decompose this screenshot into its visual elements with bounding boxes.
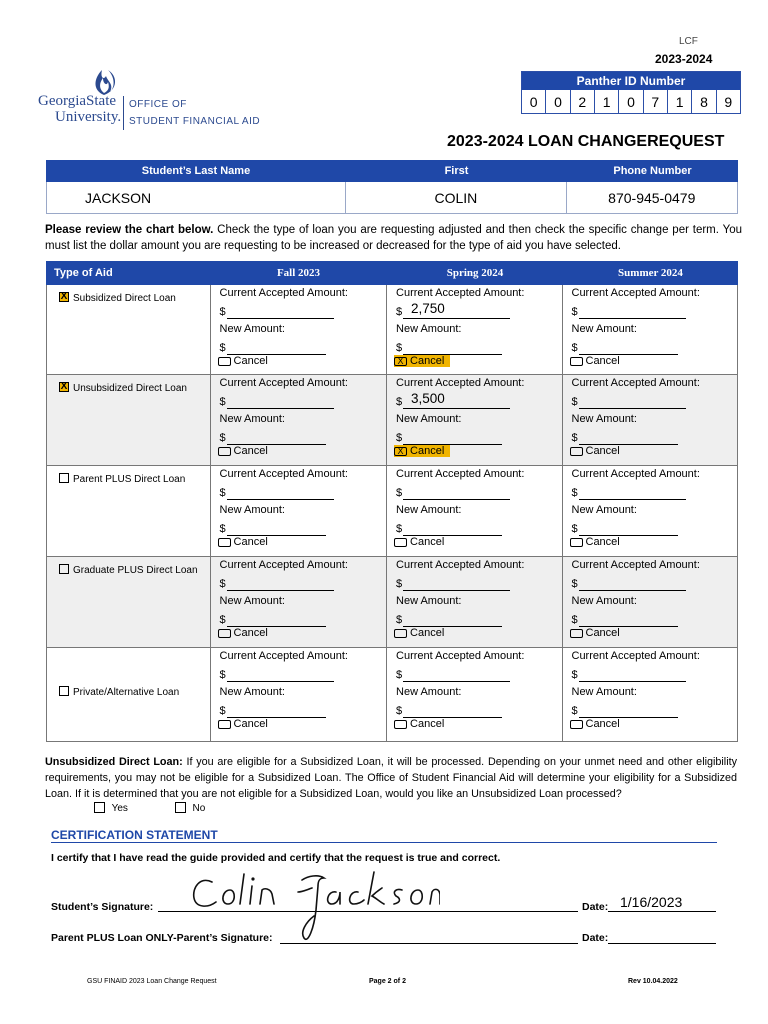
certification-title: CERTIFICATION STATEMENT (51, 828, 218, 842)
amount-cell (387, 375, 562, 465)
form-title: 2023-2024 LOAN CHANGEREQUEST (447, 133, 725, 150)
yes-no-options (94, 803, 205, 814)
unsub-note-text: If you are eligible for a Subsidized Loan, it will be processed. Depending on your unmet need and other eligibility requirements, you may not be eligible for a Subsidized Loan. The Office of Student Financial Aid will determine your eligibility for a Subsidized Loan. If it is determined that you are not eligible for a Subsidized Loan, would you like an Unsubsidized Loan processed? (45, 756, 737, 800)
yes-label: Yes (111, 803, 128, 815)
cancel-label: Cancel (410, 536, 445, 548)
fall-header: Fall 2023 (276, 267, 321, 279)
parent-date-line[interactable] (608, 943, 716, 944)
cancel-option[interactable] (570, 536, 620, 548)
cancel-label: Cancel (233, 536, 268, 548)
dollar-sign: $ (571, 669, 578, 681)
cancel-option[interactable] (218, 445, 268, 457)
aid-row (46, 466, 738, 557)
student-info-values (46, 182, 738, 214)
logo-divider (123, 96, 124, 130)
current-amount-field[interactable] (227, 499, 334, 500)
aid-rows (46, 285, 738, 742)
cancel-option[interactable] (394, 627, 444, 639)
unsubsidized-note (45, 754, 737, 802)
dollar-sign: $ (396, 306, 403, 318)
current-amount-label: Current Accepted Amount: (396, 650, 525, 662)
amount-cell (211, 466, 387, 556)
cancel-checkbox[interactable] (218, 629, 231, 638)
aid-type-label: Private/Alternative Loan (73, 687, 180, 698)
cancel-checkbox[interactable] (570, 629, 583, 638)
new-amount-label: New Amount: (396, 413, 462, 425)
dollar-sign: $ (219, 578, 226, 590)
panther-id-label: Panther ID Number (522, 72, 740, 90)
aid-table-header (46, 261, 738, 285)
phone-field[interactable]: 870-945-0479 (608, 190, 696, 206)
parent-signature-line[interactable] (280, 943, 578, 944)
footer-page-number: Page 2 of 2 (369, 978, 406, 985)
amount-cell (211, 557, 387, 647)
current-amount-field[interactable] (403, 318, 510, 319)
cancel-option[interactable] (218, 536, 268, 548)
current-amount-label: Current Accepted Amount: (219, 650, 348, 662)
current-amount-field[interactable] (403, 408, 510, 409)
new-amount-label: New Amount: (571, 504, 637, 516)
current-amount-field[interactable] (579, 590, 686, 591)
current-amount-label: Current Accepted Amount: (571, 468, 700, 480)
date-value[interactable]: 1/16/2023 (620, 894, 683, 910)
dollar-sign: $ (219, 342, 226, 354)
footer-form-name: GSU FINAID 2023 Loan Change Request (87, 978, 217, 985)
dollar-sign: $ (219, 306, 226, 318)
cancel-checkbox[interactable] (394, 720, 407, 729)
current-amount-label: Current Accepted Amount: (219, 559, 348, 571)
current-amount-label: Current Accepted Amount: (571, 377, 700, 389)
dollar-sign: $ (219, 487, 226, 499)
new-amount-label: New Amount: (219, 504, 285, 516)
amount-cell (387, 648, 562, 741)
cancel-checkbox[interactable]: X (394, 447, 407, 456)
panther-id-digit: 1 (595, 90, 619, 114)
current-amount-field[interactable] (403, 681, 510, 682)
current-amount-field[interactable] (227, 590, 334, 591)
panther-id-digit: 9 (724, 94, 733, 110)
phone-header: Phone Number (613, 165, 692, 177)
last-name-header: Student’s Last Name (141, 165, 251, 177)
new-amount-label: New Amount: (396, 323, 462, 335)
amount-cell (211, 375, 387, 465)
cancel-checkbox[interactable] (570, 538, 583, 547)
spring-header: Spring 2024 (446, 267, 504, 279)
cancel-option[interactable] (394, 718, 444, 730)
current-amount-field[interactable] (579, 681, 686, 682)
new-amount-label: New Amount: (219, 595, 285, 607)
dollar-sign: $ (396, 523, 403, 535)
certification-text: I certify that I have read the guide provided and certify that the request is true and correct. (51, 852, 501, 864)
current-amount-field[interactable] (227, 318, 334, 319)
dollar-sign: $ (219, 669, 226, 681)
cancel-option[interactable] (570, 355, 620, 367)
cancel-option[interactable] (394, 355, 450, 367)
cancel-checkbox[interactable] (218, 357, 231, 366)
amount-cell (387, 285, 562, 374)
cancel-option[interactable] (394, 445, 450, 457)
new-amount-label: New Amount: (219, 413, 285, 425)
student-signature-label: Student’s Signature: (51, 901, 154, 913)
new-amount-label: New Amount: (571, 323, 637, 335)
current-amount-field[interactable] (403, 590, 510, 591)
current-amount-label: Current Accepted Amount: (571, 287, 700, 299)
dollar-sign: $ (396, 432, 403, 444)
instructions-text: Check the type of loan you are requesting adjusted and then check the specific change per term. You must list the dollar amount you are requesting to be increased or decreased for the type of aid you have selected. (45, 224, 742, 252)
current-amount-label: Current Accepted Amount: (396, 287, 525, 299)
summer-header: Summer 2024 (618, 267, 683, 279)
last-name-field[interactable]: JACKSON (47, 182, 346, 213)
amount-cell (563, 466, 737, 556)
cancel-option[interactable] (570, 627, 620, 639)
cancel-option[interactable] (218, 627, 268, 639)
student-info-table (46, 160, 738, 214)
current-amount-field[interactable] (579, 499, 686, 500)
current-amount-label: Current Accepted Amount: (571, 559, 700, 571)
dollar-sign: $ (396, 487, 403, 499)
cancel-option[interactable] (218, 718, 268, 730)
aid-row (46, 285, 738, 375)
dollar-sign: $ (571, 614, 578, 626)
logo-name-line2: University. (55, 109, 122, 125)
cancel-checkbox[interactable] (570, 447, 583, 456)
dollar-sign: $ (571, 432, 578, 444)
cancel-label: Cancel (410, 355, 445, 367)
cancel-label: Cancel (585, 355, 620, 367)
dollar-sign: $ (396, 578, 403, 590)
cancel-checkbox[interactable] (570, 357, 583, 366)
dollar-sign: $ (219, 396, 226, 408)
cancel-checkbox[interactable] (218, 447, 231, 456)
current-amount-label: Current Accepted Amount: (219, 287, 348, 299)
dollar-sign: $ (396, 396, 403, 408)
aid-table (46, 261, 738, 742)
panther-id-digit: 1 (668, 90, 692, 114)
dollar-sign: $ (219, 523, 226, 535)
footer-revision: Rev 10.04.2022 (628, 978, 678, 985)
logo-name-line1: GeorgiaState (38, 93, 117, 109)
first-name-field[interactable]: COLIN (346, 182, 566, 213)
cancel-option[interactable] (394, 536, 444, 548)
cancel-label: Cancel (233, 355, 268, 367)
current-amount-label: Current Accepted Amount: (396, 377, 525, 389)
date-line[interactable] (608, 911, 716, 912)
dollar-sign: $ (571, 396, 578, 408)
panther-id-digits (522, 90, 740, 114)
instructions-bold: Please review the chart below. (45, 224, 214, 236)
current-amount-field[interactable] (579, 408, 686, 409)
cancel-option[interactable] (570, 445, 620, 457)
form-code: LCF (679, 36, 698, 47)
amount-cell (563, 375, 737, 465)
parent-signature-label: Parent PLUS Loan ONLY-Parent’s Signature: (51, 932, 273, 944)
cancel-label: Cancel (233, 718, 268, 730)
cancel-label: Cancel (233, 445, 268, 457)
aid-type-label: Subsidized Direct Loan (73, 293, 176, 304)
instructions (45, 222, 742, 254)
current-amount-field[interactable] (579, 318, 686, 319)
cancel-label: Cancel (585, 718, 620, 730)
cancel-checkbox[interactable] (394, 538, 407, 547)
aid-type-cell (47, 285, 211, 374)
amount-cell (387, 557, 562, 647)
dollar-sign: $ (219, 432, 226, 444)
new-amount-label: New Amount: (571, 595, 637, 607)
panther-id-digit: 8 (692, 90, 716, 114)
new-amount-label: New Amount: (396, 504, 462, 516)
cancel-checkbox[interactable] (570, 720, 583, 729)
certification-rule (51, 842, 717, 843)
current-amount-label: Current Accepted Amount: (396, 468, 525, 480)
cancel-label: Cancel (585, 536, 620, 548)
unsub-note-bold: Unsubsidized Direct Loan: (45, 756, 183, 768)
current-amount-label: Current Accepted Amount: (219, 377, 348, 389)
parent-date-label: Date: (582, 932, 609, 944)
panther-id-digit: 7 (644, 90, 668, 114)
aid-type-checkbox[interactable] (59, 473, 69, 483)
amount-cell (563, 648, 737, 741)
dollar-sign: $ (219, 705, 226, 717)
type-of-aid-header: Type of Aid (54, 267, 113, 279)
dollar-sign: $ (571, 342, 578, 354)
logo-office-line1: OFFICE OF (129, 99, 187, 110)
gsu-flame-icon (88, 66, 120, 96)
panther-id-box (521, 71, 741, 114)
current-amount-field[interactable] (227, 681, 334, 682)
cancel-label: Cancel (585, 627, 620, 639)
cancel-checkbox[interactable] (394, 629, 407, 638)
dollar-sign: $ (571, 705, 578, 717)
aid-type-label: Graduate PLUS Direct Loan (73, 565, 198, 576)
date-label: Date: (582, 901, 609, 913)
current-amount-label: Current Accepted Amount: (219, 468, 348, 480)
new-amount-label: New Amount: (571, 413, 637, 425)
aid-type-label: Parent PLUS Direct Loan (73, 474, 186, 485)
new-amount-label: New Amount: (219, 686, 285, 698)
new-amount-label: New Amount: (571, 686, 637, 698)
current-amount-value[interactable]: 2,750 (411, 301, 445, 316)
cancel-checkbox[interactable]: X (394, 357, 407, 366)
cancel-label: Cancel (410, 718, 445, 730)
dollar-sign: $ (219, 614, 226, 626)
current-amount-field[interactable] (403, 499, 510, 500)
panther-id-digit: 0 (522, 90, 546, 114)
dollar-sign: $ (396, 342, 403, 354)
dollar-sign: $ (571, 578, 578, 590)
new-amount-label: New Amount: (219, 323, 285, 335)
dollar-sign: $ (571, 487, 578, 499)
aid-type-checkbox[interactable]: X (60, 291, 68, 303)
cancel-option[interactable] (570, 718, 620, 730)
dollar-sign: $ (571, 523, 578, 535)
cancel-label: Cancel (410, 445, 445, 457)
amount-cell (563, 557, 737, 647)
aid-type-cell (47, 375, 211, 465)
cancel-label: Cancel (233, 627, 268, 639)
aid-type-cell (47, 466, 211, 556)
aid-row (46, 557, 738, 648)
aid-type-cell (47, 557, 211, 647)
aid-type-checkbox[interactable]: X (60, 381, 68, 393)
amount-cell (211, 648, 387, 741)
dollar-sign: $ (396, 614, 403, 626)
aid-type-label: Unsubsidized Direct Loan (73, 383, 187, 394)
cancel-label: Cancel (410, 627, 445, 639)
panther-id-digit: 0 (619, 90, 643, 114)
no-label: No (192, 803, 206, 815)
panther-id-digit: 2 (571, 90, 595, 114)
aid-type-checkbox[interactable] (59, 564, 69, 574)
first-name-header: First (444, 165, 469, 177)
amount-cell (211, 285, 387, 374)
panther-id-digit: 0 (546, 90, 570, 114)
form-year: 2023-2024 (655, 52, 713, 66)
amount-cell (563, 285, 737, 374)
current-amount-field[interactable] (227, 408, 334, 409)
new-amount-label: New Amount: (396, 595, 462, 607)
current-amount-value[interactable]: 3,500 (411, 391, 445, 406)
current-amount-label: Current Accepted Amount: (396, 559, 525, 571)
dollar-sign: $ (396, 705, 403, 717)
no-checkbox[interactable] (175, 802, 186, 813)
dollar-sign: $ (396, 669, 403, 681)
current-amount-label: Current Accepted Amount: (571, 650, 700, 662)
amount-cell (387, 466, 562, 556)
cancel-checkbox[interactable] (218, 720, 231, 729)
cancel-option[interactable] (218, 355, 268, 367)
cancel-label: Cancel (585, 445, 620, 457)
student-info-header (46, 160, 738, 182)
new-amount-label: New Amount: (396, 686, 462, 698)
aid-type-cell (47, 648, 211, 741)
aid-type-checkbox[interactable] (59, 686, 69, 696)
yes-checkbox[interactable] (94, 802, 105, 813)
dollar-sign: $ (571, 306, 578, 318)
aid-row (46, 375, 738, 466)
aid-row (46, 648, 738, 742)
cancel-checkbox[interactable] (218, 538, 231, 547)
logo-office-line2: STUDENT FINANCIAL AID (129, 116, 261, 127)
